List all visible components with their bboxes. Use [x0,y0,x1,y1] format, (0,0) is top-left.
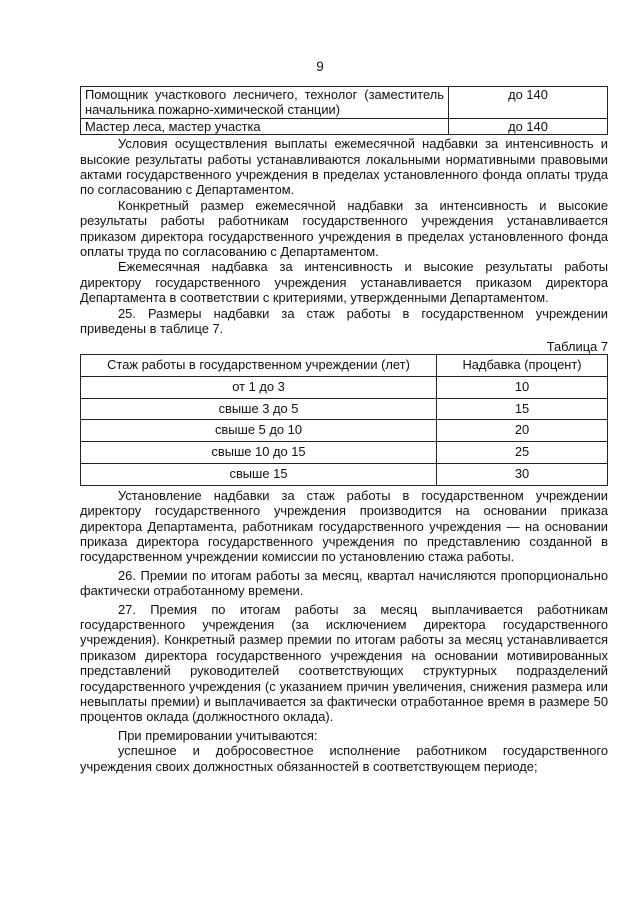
paragraph: успешное и добросовестное исполнение работником государственного учреждения своих должностных обязанностей в соответствующем периоде; [80,743,608,774]
table-row [81,118,608,134]
table-cell: от 1 до 3 [81,376,437,398]
position-cell: Мастер леса, мастер участка [81,118,449,134]
paragraph: Условия осуществления выплаты ежемесячной надбавки за интенсивность и высокие результаты работы устанавливаются локальными нормативными правовыми актами государственного учреждения в пределах установленного фонда оплаты труда по согласованию с Департаментом. [80,136,608,198]
column-header: Надбавка (процент) [437,354,608,376]
table-cell: свыше 5 до 10 [81,420,437,442]
table-row [81,442,608,464]
paragraph-clause-25: 25. Размеры надбавки за стаж работы в государственном учреждении приведены в таблице 7. [80,305,608,337]
value-cell: до 140 [449,118,608,134]
document-body [80,86,608,774]
seniority-table [80,354,608,486]
table-cell: свыше 15 [81,463,437,485]
paragraph: Ежемесячная надбавка за интенсивность и высокие результаты работы директору государственного учреждения устанавливается приказом директора Департамента в соответствии с критериями, утвержденными Департаментом. [80,259,608,306]
table-row [81,420,608,442]
table-row [81,87,608,119]
paragraph: При премировании учитываются: [118,727,318,743]
value-cell: до 140 [449,87,608,119]
table-cell: 10 [437,376,608,398]
table-row [81,398,608,420]
table-row [81,463,608,485]
positions-table [80,86,608,135]
table-cell: 20 [437,420,608,442]
paragraph: Установление надбавки за стаж работы в государственном учреждении директору государственного учреждения производится на основании приказа директора Департамента, работникам государственного учреждения — на основании приказа директора государственного учреждения по представлению созданной в государственном учреждении комиссии по установлению стажа работы. [80,487,608,565]
position-cell: Помощник участкового лесничего, технолог (заместитель начальника пожарно-химической станции) [81,87,449,119]
column-header: Стаж работы в государственном учреждении (лет) [81,354,437,376]
table-cell: 25 [437,442,608,464]
paragraph-clause-27: 27. Премия по итогам работы за месяц выплачивается работникам государственного учреждения (за исключением директора государственного учреждения). Конкретный размер премии по итогам работы за месяц устанавливается приказом директора государственного учреждения на основании мотивированных представлений руководителей соответствующих структурных подразделений государственного учреждения (с указанием причин увеличения, снижения размера или невыплаты премии) и выплачивается за фактически отработанное время в размере 50 процентов оклада (должностного оклада). [80,601,608,725]
table-cell: свыше 3 до 5 [81,398,437,420]
table-row [81,376,608,398]
table-cell: свыше 10 до 15 [81,442,437,464]
table-cell: 15 [437,398,608,420]
table-header-row [81,354,608,376]
paragraph: Конкретный размер ежемесячной надбавки за интенсивность и высокие результаты работы работникам государственного учреждения устанавливается приказом директора государственного учреждения в пределах установленного фонда оплаты труда по согласованию с Департаментом. [80,197,608,260]
paragraph-clause-26: 26. Премии по итогам работы за месяц, квартал начисляются пропорционально фактически отработанному времени. [80,567,608,599]
table-caption: Таблица 7 [546,338,608,354]
table-cell: 30 [437,463,608,485]
page-number: 9 [316,59,324,74]
